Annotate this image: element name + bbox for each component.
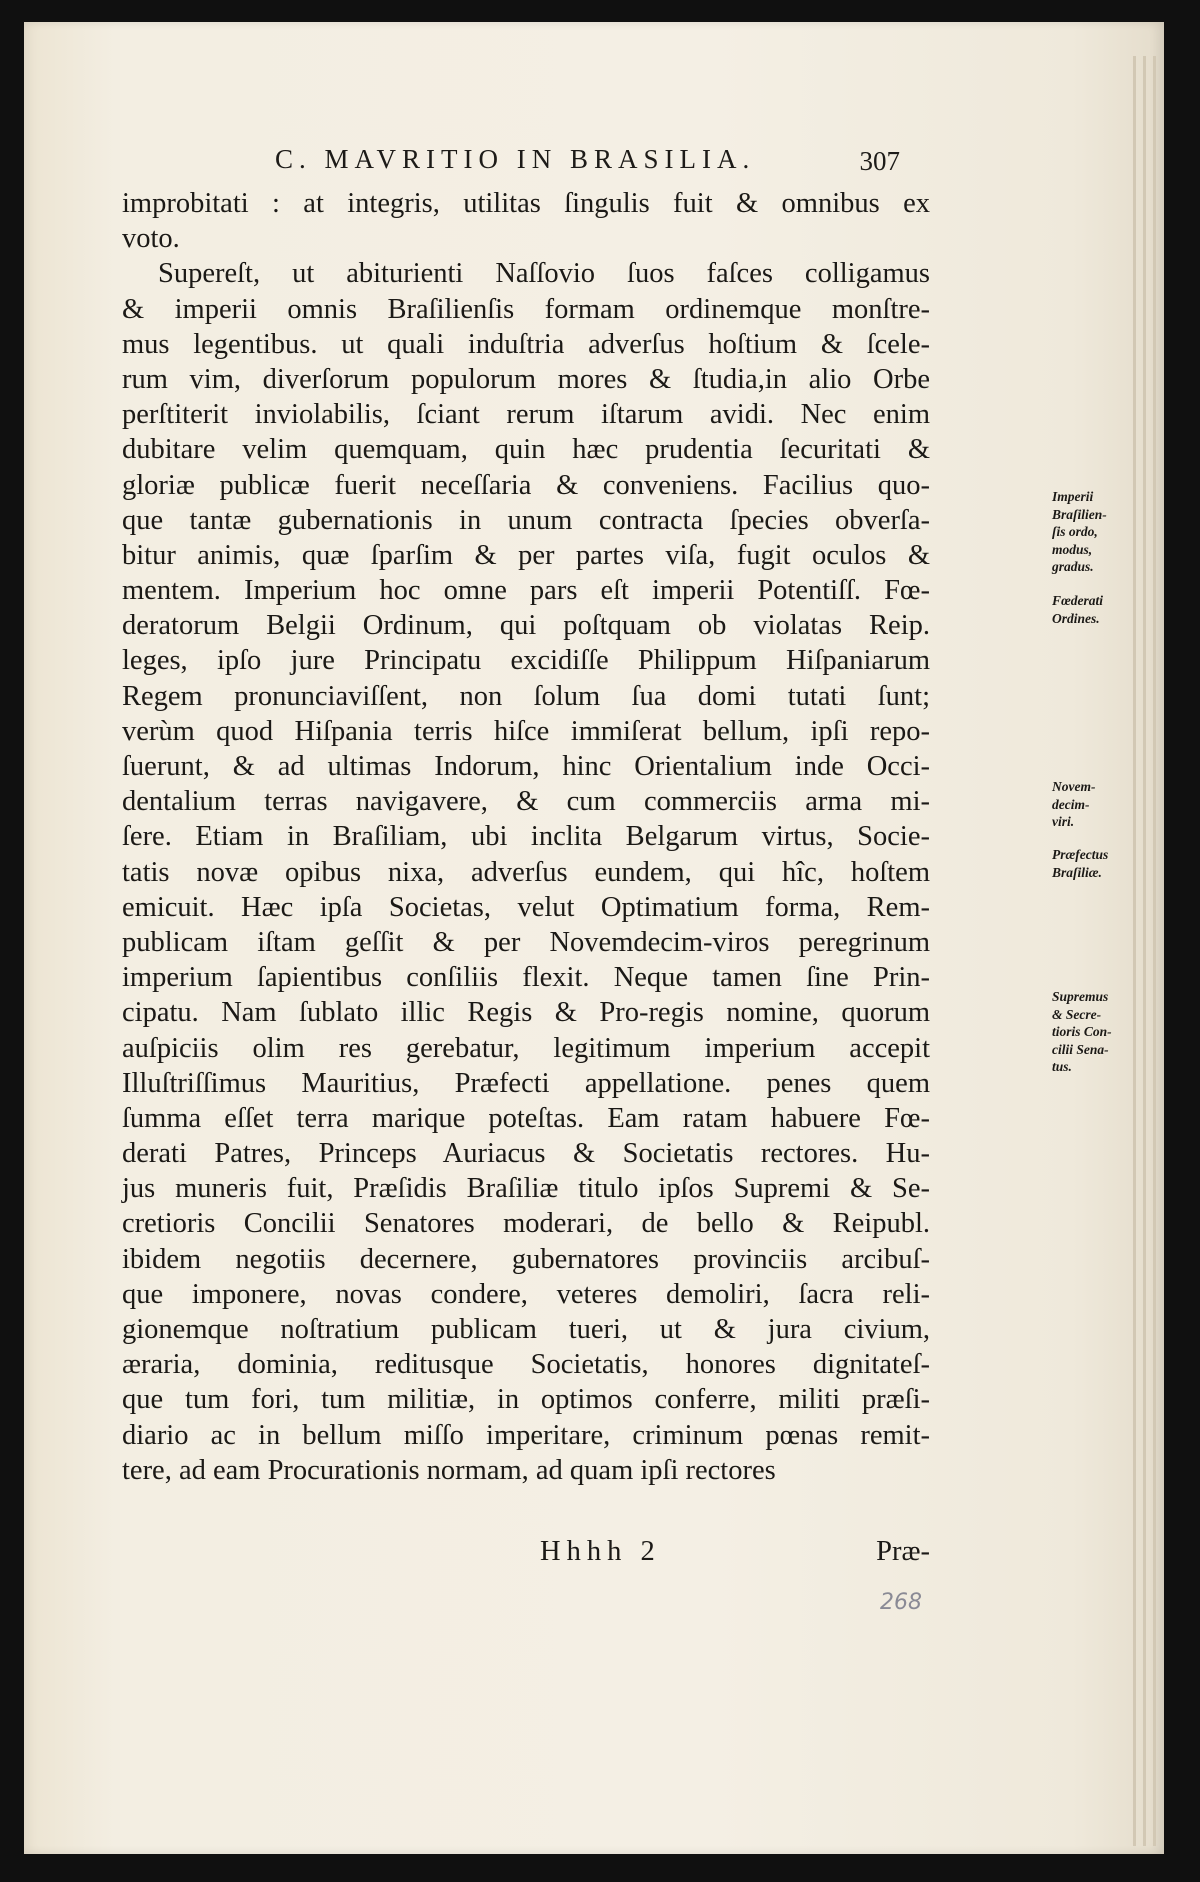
text-line: Supereſt, ut abiturienti Naſſovio ſuos faſces colligamus [158, 258, 930, 290]
text-line: gloriæ publicæ fuerit neceſſaria & conveniens. Facilius quo- [122, 469, 930, 501]
page-edge [1143, 56, 1146, 1846]
margin-note [1052, 592, 1103, 627]
text-line: æraria, dominia, reditusque Societatis, honores dignitateſ- [122, 1349, 930, 1381]
margin-note-line: gradus. [1052, 559, 1094, 574]
body-text [122, 186, 1112, 1488]
page-edge [1153, 56, 1156, 1846]
text-line: Illuſtriſſimus Mauritius, Præfecti appellatione. penes quem [122, 1067, 930, 1099]
text-line: jus muneris fuit, Præſidis Braſiliæ titulo ipſos Supremi & Se- [122, 1173, 930, 1205]
text-line: Regem pronunciaviſſent, non ſolum ſua domi tutati ſunt; [122, 680, 930, 712]
margin-note-line: tus. [1052, 1059, 1072, 1074]
text-line: derati Patres, Princeps Auriacus & Societatis rectores. Hu- [122, 1138, 930, 1170]
text-line: que imponere, novas condere, veteres demoliri, ſacra reli- [122, 1278, 930, 1310]
margin-note-line: viri. [1052, 814, 1075, 829]
text-line: imperium ſapientibus conſiliis flexit. Neque tamen ſine Prin- [122, 962, 930, 994]
text-line: deratorum Belgii Ordinum, qui poſtquam ob violatas Reip. [122, 610, 930, 642]
text-line: que tum fori, tum militiæ, in optimos conferre, militi præſi- [122, 1384, 930, 1416]
margin-note-line: Braſilien- [1052, 506, 1107, 522]
page-header [255, 144, 900, 184]
text-line: cretioris Concilii Senatores moderari, de bello & Reipubl. [122, 1208, 930, 1240]
margin-note-line: Braſiliæ. [1052, 864, 1102, 880]
page-footer [122, 1536, 930, 1576]
margin-note-line: tioris Con- [1052, 1024, 1112, 1039]
text-line: ſumma eſſet terra marique poteſtas. Eam ratam habuere Fœ- [122, 1102, 930, 1134]
text-line: verùm quod Hiſpania terris hiſce immiſerat bellum, ipſi repo- [122, 715, 930, 747]
margin-note-line: decim- [1052, 796, 1090, 812]
margin-note-line: Præfectus [1052, 847, 1109, 862]
text-line: diario ac in bellum miſſo imperitare, criminum pœnas remit- [122, 1419, 930, 1451]
text-line: tatis novæ opibus nixa, adverſus eundem, qui hîc, hoſtem [122, 856, 930, 888]
text-line: mentem. Imperium hoc omne pars eſt imperii Potentiſſ. Fœ- [122, 575, 930, 607]
page-number: 307 [859, 146, 900, 176]
page-edge [1133, 56, 1136, 1846]
text-line: dentalium terras navigavere, & cum commerciis arma mi- [122, 786, 930, 818]
margin-note-line: cilii Sena- [1052, 1041, 1109, 1057]
margin-note-line: Imperii [1052, 489, 1094, 504]
margin-note-line: Novem- [1052, 779, 1096, 794]
text-line: leges, ipſo jure Principatu excidiſſe Philippum Hiſpaniarum [122, 645, 930, 677]
text-line: gionemque noſtratium publicam tueri, ut & jura civium, [122, 1314, 930, 1345]
text-line: cipatu. Nam ſublato illic Regis & Pro-regis nomine, quorum [122, 997, 930, 1029]
margin-note-line: & Secre- [1052, 1006, 1102, 1022]
text-line: tere, ad eam Procurationis normam, ad quam ipſi rectores [122, 1454, 776, 1486]
margin-note-line: ſis ordo, [1052, 524, 1098, 539]
text-line: & imperii omnis Braſilienſis formam ordinemque monſtre- [122, 293, 930, 325]
margin-note [1052, 846, 1108, 881]
running-head: C. MAVRITIO IN BRASILIA. [275, 144, 756, 174]
margin-note-line: Ordines. [1052, 610, 1100, 626]
text-line: perſtiterit inviolabilis, ſciant rerum iſtarum avidi. Nec enim [122, 399, 930, 431]
margin-note-line: Fœderati [1052, 593, 1104, 608]
margin-note [1052, 988, 1112, 1076]
text-line: voto. [122, 223, 180, 255]
margin-note-line: Supremus [1052, 989, 1109, 1004]
text-line: ibidem negotiis decernere, gubernatores provinciis arcibuſ- [122, 1243, 930, 1275]
text-line: ſere. Etiam in Braſiliam, ubi inclita Belgarum virtus, Socie- [122, 821, 930, 853]
text-line: dubitare velim quemquam, quin hæc prudentia ſecuritati & [122, 434, 930, 466]
text-line: improbitati : at integris, utilitas ſingulis fuit & omnibus ex [122, 188, 930, 219]
margin-note-line: modus, [1052, 541, 1093, 557]
text-line: emicuit. Hæc ipſa Societas, velut Optimatium forma, Rem- [122, 891, 930, 923]
margin-note [1052, 778, 1095, 831]
text-line: ſuerunt, & ad ultimas Indorum, hinc Orientalium inde Occi- [122, 751, 930, 782]
text-line: mus legentibus. ut quali induſtria adverſus hoſtium & ſcele- [122, 328, 930, 360]
margin-note [1052, 488, 1107, 576]
signature-mark: Hhhh 2 [540, 1536, 661, 1567]
text-line: bitur animis, quæ ſparſim & per partes viſa, fugit oculos & [122, 539, 930, 571]
text-line: auſpiciis olim res gerebatur, legitimum imperium accepit [122, 1032, 930, 1064]
text-line: que tantæ gubernationis in unum contracta ſpecies obverſa- [122, 504, 930, 536]
catchword: Præ- [876, 1536, 930, 1567]
text-line: publicam iſtam geſſit & per Novemdecim-viros peregrinum [122, 926, 930, 958]
text-line: rum vim, diverſorum populorum mores & ſtudia,in alio Orbe [122, 363, 930, 395]
pencil-folio-number: 268 [880, 1590, 922, 1615]
